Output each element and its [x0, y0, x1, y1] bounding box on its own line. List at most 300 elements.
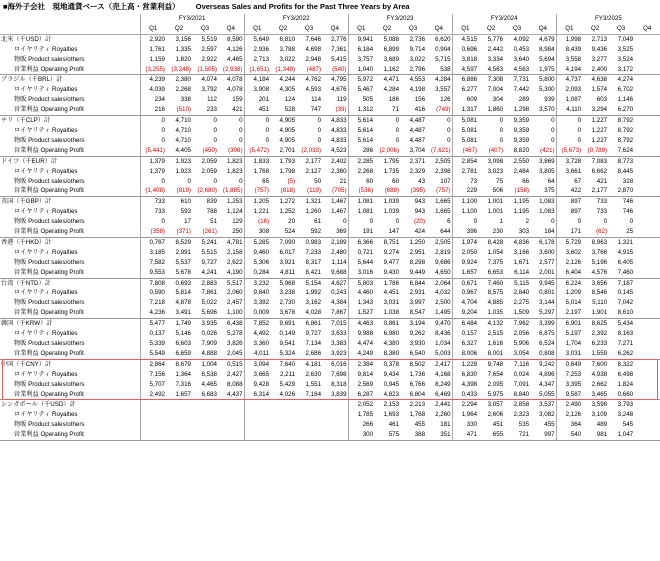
value-cell: 3,248 — [617, 411, 634, 419]
value-cell: 1,467 — [331, 208, 347, 216]
value-cell: (757) — [244, 186, 270, 196]
value-cell: 2,268 — [175, 86, 191, 94]
value-cell: 9,714 — [409, 45, 426, 53]
value-cell: 6,540 — [400, 349, 426, 359]
value-cell: 1,195 — [513, 198, 530, 206]
value-cell: 1,860 — [478, 105, 504, 115]
value-cell: 5,241 — [201, 238, 217, 246]
value-cell: 7,091 — [513, 380, 530, 388]
value-cell: (5) — [287, 177, 296, 185]
value-cell: 9,688 — [322, 268, 348, 278]
value-cell: 3,395 — [556, 380, 582, 390]
value-cell: 3,392 — [244, 298, 270, 308]
value-cell: 9,359 — [513, 136, 530, 144]
value-cell: (2,680) — [192, 186, 218, 196]
value-cell: 7,442 — [513, 86, 530, 94]
value-cell: 6,830 — [452, 370, 478, 380]
value-cell: 5,115 — [514, 279, 530, 287]
value-cell: (757) — [426, 186, 452, 196]
value-cell: 7,271 — [617, 340, 634, 347]
value-cell: 6,702 — [617, 86, 634, 94]
value-cell: 7,042 — [617, 299, 634, 307]
value-cell: 0,696 — [452, 45, 478, 55]
value-cell: 6,620 — [435, 35, 451, 43]
value-cell: 3,022 — [409, 55, 426, 63]
value-cell — [634, 380, 660, 390]
value-cell: 8,792 — [617, 126, 634, 134]
value-cell: 1,100 — [452, 197, 478, 207]
value-cell: 0 — [447, 136, 451, 144]
value-cell: 6,327 — [452, 339, 478, 349]
value-cell: 9,204 — [452, 308, 478, 318]
value-cell: 0 — [395, 117, 400, 125]
row-label: 営業利益 Operating Profit — [0, 227, 140, 237]
value-cell: (818) — [270, 186, 296, 196]
value-cell — [166, 410, 192, 420]
value-cell: 4,249 — [348, 349, 374, 359]
value-cell: (1,408) — [140, 186, 166, 196]
value-cell: 4,284 — [383, 86, 400, 94]
value-cell: 4,032 — [435, 289, 451, 297]
value-cell: 3,792 — [201, 86, 217, 94]
value-cell: 0 — [317, 117, 322, 125]
value-cell: 229 — [452, 186, 478, 196]
value-cell: 4,181 — [305, 360, 322, 368]
value-cell: 8,610 — [608, 308, 634, 318]
row-label: 営業利益 Operating Profit — [0, 308, 140, 318]
value-cell: 8,380 — [374, 349, 400, 359]
value-cell: 6,469 — [426, 390, 452, 400]
value-cell: 0,284 — [244, 268, 270, 278]
value-cell: 5,614 — [348, 136, 374, 146]
value-cell: 3,491 — [166, 308, 192, 318]
value-cell: 5,477 — [140, 319, 166, 329]
value-cell: 2,630 — [305, 370, 322, 378]
table-row — [0, 177, 660, 187]
value-cell: 25 — [608, 227, 634, 237]
value-cell: 2,883 — [201, 279, 217, 287]
table-row — [0, 227, 660, 237]
value-cell: 5,696 — [192, 308, 218, 318]
value-cell: 289 — [518, 96, 530, 104]
value-cell: 3,935 — [201, 320, 217, 328]
row-label: ロイヤリティ Royalties — [14, 126, 78, 134]
value-cell: 1,923 — [175, 167, 191, 175]
value-cell: 9,359 — [513, 117, 530, 125]
value-cell: 4,938 — [591, 370, 608, 378]
value-cell: 1,823 — [227, 157, 243, 165]
value-cell: 6,287 — [348, 390, 374, 400]
value-cell: 3,022 — [279, 55, 296, 63]
value-cell: 733 — [596, 208, 608, 216]
value-cell: 1,146 — [617, 96, 634, 104]
value-cell: 51 — [210, 218, 217, 226]
value-cell — [634, 430, 660, 440]
value-cell: 7,582 — [140, 258, 166, 268]
value-cell: 2,095 — [487, 380, 504, 388]
value-cell: 9,945 — [539, 279, 555, 287]
value-cell: (1,885) — [218, 186, 244, 196]
value-cell: 7,731 — [513, 76, 530, 84]
value-cell: 3,334 — [487, 55, 504, 63]
value-cell — [192, 410, 218, 420]
value-cell: 6,524 — [539, 340, 555, 347]
value-cell: 2,662 — [591, 380, 608, 388]
quarter-label: Q4 — [426, 24, 452, 34]
row-label: 営業利益 Operating Profit — [0, 349, 140, 359]
value-cell: 4,710 — [175, 126, 191, 134]
value-cell: 7,624 — [608, 146, 634, 156]
value-cell: (0,789) — [582, 146, 608, 156]
value-cell: 8,840 — [504, 390, 530, 400]
value-cell — [634, 370, 660, 380]
value-cell: 21 — [339, 177, 347, 185]
value-cell: 338 — [180, 96, 191, 104]
value-cell: 0,861 — [383, 320, 400, 328]
value-cell: 8,625 — [591, 320, 608, 328]
value-cell: 266 — [348, 420, 374, 430]
value-cell: 1,035 — [478, 308, 504, 318]
value-cell: (395) — [400, 186, 426, 196]
value-cell: 6,980 — [383, 330, 400, 338]
value-cell: 2,480 — [331, 248, 347, 256]
value-cell: 1,901 — [582, 308, 608, 318]
value-cell: 65 — [244, 177, 270, 187]
value-cell: 3,640 — [513, 55, 530, 63]
value-cell: 3,082 — [539, 411, 555, 419]
table-row — [0, 339, 660, 349]
value-cell: 4,239 — [140, 75, 166, 85]
value-cell: 4,710 — [175, 117, 191, 125]
value-cell — [634, 65, 660, 75]
value-cell: 5,678 — [166, 268, 192, 278]
value-cell — [270, 400, 296, 410]
value-cell: 2,730 — [279, 299, 296, 307]
value-cell: 5,906 — [513, 340, 530, 347]
value-cell: 2,371 — [409, 157, 426, 165]
table-row — [0, 197, 660, 207]
value-cell: 2,622 — [227, 258, 243, 266]
value-cell: 4,762 — [305, 76, 322, 84]
value-cell: 8,317 — [305, 258, 322, 266]
value-cell: 6,404 — [556, 268, 582, 278]
value-cell: 3,156 — [175, 35, 191, 43]
value-cell: 3,602 — [556, 248, 582, 258]
value-cell: 3,057 — [487, 401, 504, 409]
value-cell: 1,312 — [348, 105, 374, 115]
value-cell — [634, 136, 660, 146]
value-cell: 7,308 — [487, 76, 504, 84]
value-cell: 9,434 — [383, 370, 400, 378]
value-cell: 119 — [336, 96, 347, 104]
value-cell: 4,523 — [322, 146, 348, 156]
value-cell: 6,899 — [383, 45, 400, 53]
value-cell: 2,505 — [435, 157, 451, 165]
value-cell: 4,487 — [409, 136, 426, 144]
value-cell: 3,360 — [244, 339, 270, 349]
value-cell — [634, 298, 660, 308]
value-cell — [634, 34, 660, 44]
value-cell: 4,126 — [227, 45, 243, 53]
value-cell: 7,375 — [487, 258, 504, 266]
value-cell: 733 — [140, 197, 166, 207]
value-cell: 9,449 — [400, 268, 426, 278]
value-cell: 3,232 — [244, 278, 270, 288]
row-label: 物販 Product sales/others — [14, 380, 85, 388]
value-cell: 8,679 — [175, 360, 191, 368]
value-cell: 9,359 — [513, 126, 530, 134]
value-cell — [244, 410, 270, 420]
value-cell: 2,275 — [513, 299, 530, 307]
value-cell: 5,972 — [348, 75, 374, 85]
value-cell: 1,227 — [591, 117, 608, 125]
value-cell: 0 — [239, 117, 243, 125]
value-cell: 524 — [270, 227, 296, 237]
table-row — [0, 105, 660, 115]
value-cell: 593 — [180, 208, 191, 216]
value-cell: 4,465 — [227, 55, 243, 63]
value-cell — [634, 217, 660, 227]
fiscal-year-label: FY3/2023 — [348, 14, 452, 24]
value-cell: 2,701 — [270, 146, 296, 156]
value-cell: 5,519 — [201, 35, 217, 43]
value-cell: 733 — [140, 207, 166, 217]
value-cell: 2 — [525, 218, 530, 226]
value-cell: 6,875 — [539, 330, 555, 338]
value-cell: 3,570 — [530, 105, 556, 115]
value-cell: 20 — [288, 218, 296, 226]
value-cell: 4,515 — [452, 34, 478, 44]
value-cell: 4,836 — [513, 238, 530, 246]
table-row — [0, 146, 660, 156]
value-cell: 7,646 — [305, 35, 322, 43]
value-cell — [634, 258, 660, 268]
value-cell: 2,153 — [383, 401, 400, 409]
value-cell: 0,157 — [452, 329, 478, 339]
value-cell: 8,590 — [227, 35, 243, 43]
value-cell: (421) — [530, 146, 556, 156]
value-cell: 7,361 — [331, 45, 347, 53]
value-cell: 7,909 — [201, 340, 217, 347]
row-label: 営業利益 Operating Profit — [0, 390, 140, 400]
value-cell: 2,392 — [591, 330, 608, 338]
value-cell: 3,908 — [244, 85, 270, 95]
value-cell: 5,110 — [592, 299, 608, 307]
value-cell: 0,433 — [452, 390, 478, 400]
value-cell — [634, 207, 660, 217]
value-cell: 4,132 — [487, 320, 504, 328]
table-row — [0, 248, 660, 258]
page-title — [0, 0, 660, 14]
value-cell: 7,253 — [556, 370, 582, 380]
value-cell: 2,870 — [608, 186, 634, 196]
value-cell: 9,686 — [435, 258, 451, 266]
quarter-label: Q1 — [348, 24, 374, 34]
value-cell: 0 — [317, 126, 322, 134]
value-cell: 369 — [322, 227, 348, 237]
table-row — [0, 400, 660, 410]
value-cell: 1,100 — [218, 308, 244, 318]
value-cell: 4,039 — [140, 85, 166, 95]
value-cell — [244, 420, 270, 430]
value-cell: 8,820 — [504, 146, 530, 156]
value-cell: 4,597 — [452, 65, 478, 75]
value-cell: 2,442 — [487, 45, 504, 53]
value-cell: 4,198 — [409, 86, 426, 94]
value-cell: 7,808 — [140, 278, 166, 288]
value-cell: 73 — [452, 177, 478, 187]
value-cell: (3,248) — [166, 65, 192, 75]
value-cell: (39) — [322, 105, 348, 115]
value-cell: 4,833 — [331, 136, 347, 144]
value-cell: 0,721 — [348, 248, 374, 258]
value-cell: 1,574 — [591, 86, 608, 94]
value-cell: 7,156 — [140, 370, 166, 380]
value-cell: 1,551 — [305, 380, 322, 388]
table-row — [0, 308, 660, 318]
value-cell: 575 — [374, 430, 400, 440]
quarter-label: Q3 — [608, 24, 634, 34]
value-cell: 4,492 — [244, 329, 270, 339]
value-cell — [634, 186, 660, 196]
table-row — [0, 167, 660, 177]
quarter-label: Q2 — [166, 24, 192, 34]
table-row — [0, 370, 660, 380]
table-row — [0, 95, 660, 105]
value-cell: (487) — [296, 65, 322, 75]
quarter-label: Q1 — [140, 24, 166, 34]
value-cell: 1,736 — [409, 370, 426, 378]
value-cell: (450) — [192, 146, 218, 156]
value-cell: (5,673) — [556, 146, 582, 156]
value-cell: 3,277 — [591, 55, 608, 63]
value-cell — [634, 75, 660, 85]
value-cell: 8,318 — [331, 380, 347, 388]
table-row — [0, 85, 660, 95]
value-cell: 3,678 — [270, 308, 296, 318]
value-cell: 9,941 — [348, 34, 374, 44]
value-cell: 1,820 — [175, 55, 191, 63]
value-cell: 451 — [244, 105, 270, 115]
value-cell: (158) — [504, 186, 530, 196]
value-cell — [140, 420, 166, 430]
value-cell: 0 — [348, 217, 374, 227]
row-label: ロイヤリティ Royalties — [14, 248, 78, 256]
value-cell: 0 — [239, 177, 243, 185]
value-cell: 0 — [239, 136, 243, 144]
value-cell: 0 — [140, 177, 166, 187]
value-cell: 3,031 — [383, 299, 400, 307]
value-cell — [634, 85, 660, 95]
value-cell: 4,244 — [279, 76, 296, 84]
value-cell: 0 — [140, 116, 166, 126]
value-cell: 1,250 — [409, 238, 426, 246]
value-cell: 2,854 — [452, 156, 478, 166]
value-cell: 7,640 — [279, 360, 296, 368]
value-cell: 0 — [244, 126, 270, 136]
value-cell: 7,187 — [617, 279, 634, 287]
value-cell: 0,145 — [617, 289, 634, 297]
value-cell: 610 — [180, 198, 191, 206]
value-cell: 107 — [440, 177, 451, 185]
value-cell: 2,059 — [201, 157, 217, 165]
value-cell: 5,715 — [435, 55, 451, 63]
value-cell — [218, 420, 244, 430]
value-cell: 4,627 — [331, 279, 347, 287]
value-cell: 6,498 — [617, 370, 634, 378]
value-cell: 0,149 — [279, 330, 296, 338]
value-cell: 3,757 — [348, 55, 374, 65]
value-cell: 1,964 — [452, 410, 478, 420]
value-cell — [634, 400, 660, 410]
value-cell — [166, 400, 192, 410]
value-cell: 0,904 — [435, 45, 451, 53]
value-cell: 1,616 — [487, 340, 504, 347]
value-cell: 721 — [504, 430, 530, 440]
value-cell: 4,460 — [348, 288, 374, 298]
value-cell: 2,177 — [305, 157, 322, 165]
value-cell: 3,144 — [539, 299, 555, 307]
value-cell: 3,839 — [322, 390, 348, 400]
value-cell: 1,260 — [305, 208, 322, 216]
value-cell: 4,463 — [348, 319, 374, 329]
value-cell: 5,803 — [348, 278, 374, 288]
value-cell: 0 — [551, 126, 555, 134]
value-cell: 0 — [499, 117, 504, 125]
value-cell: 2,936 — [244, 45, 270, 55]
value-cell: 6,184 — [348, 45, 374, 55]
value-cell: 1,001 — [487, 208, 504, 216]
value-cell: 4,284 — [435, 76, 451, 84]
value-cell: 3,016 — [348, 268, 374, 278]
row-label: ロイヤリティ Royalties — [14, 86, 78, 94]
value-cell: 2,606 — [487, 411, 504, 419]
value-cell — [296, 400, 322, 410]
value-cell: 4,833 — [331, 126, 347, 134]
value-cell: 4,471 — [383, 76, 400, 84]
value-cell: 5,537 — [175, 258, 191, 266]
value-cell — [634, 329, 660, 339]
row-label: 物販 Product sales/others — [14, 258, 85, 266]
value-cell: 4,190 — [218, 268, 244, 278]
value-cell: 5,968 — [279, 279, 296, 287]
value-cell: (119) — [296, 186, 322, 196]
value-cell: 6,178 — [539, 238, 555, 246]
value-cell: 4,347 — [539, 380, 555, 388]
value-cell: 3,558 — [556, 55, 582, 65]
value-cell: 6,804 — [400, 390, 426, 400]
value-cell — [140, 430, 166, 440]
value-cell: 8,163 — [617, 330, 634, 338]
value-cell: 7,852 — [244, 319, 270, 329]
value-cell: (306) — [218, 146, 244, 156]
value-cell: 0 — [244, 136, 270, 146]
value-cell: 2,858 — [513, 401, 530, 409]
table-row — [0, 288, 660, 298]
value-cell: (407) — [478, 146, 504, 156]
table-row — [0, 55, 660, 65]
table-row — [0, 329, 660, 339]
value-cell: 424 — [400, 227, 426, 237]
fiscal-year-header — [0, 14, 660, 24]
table-row — [0, 278, 660, 288]
value-cell — [192, 420, 218, 430]
value-cell: 4,305 — [279, 86, 296, 94]
value-cell: 0 — [213, 136, 217, 144]
value-cell — [634, 227, 660, 237]
value-cell: 6,538 — [201, 370, 217, 378]
row-label: ロイヤリティ Royalties — [14, 289, 78, 297]
